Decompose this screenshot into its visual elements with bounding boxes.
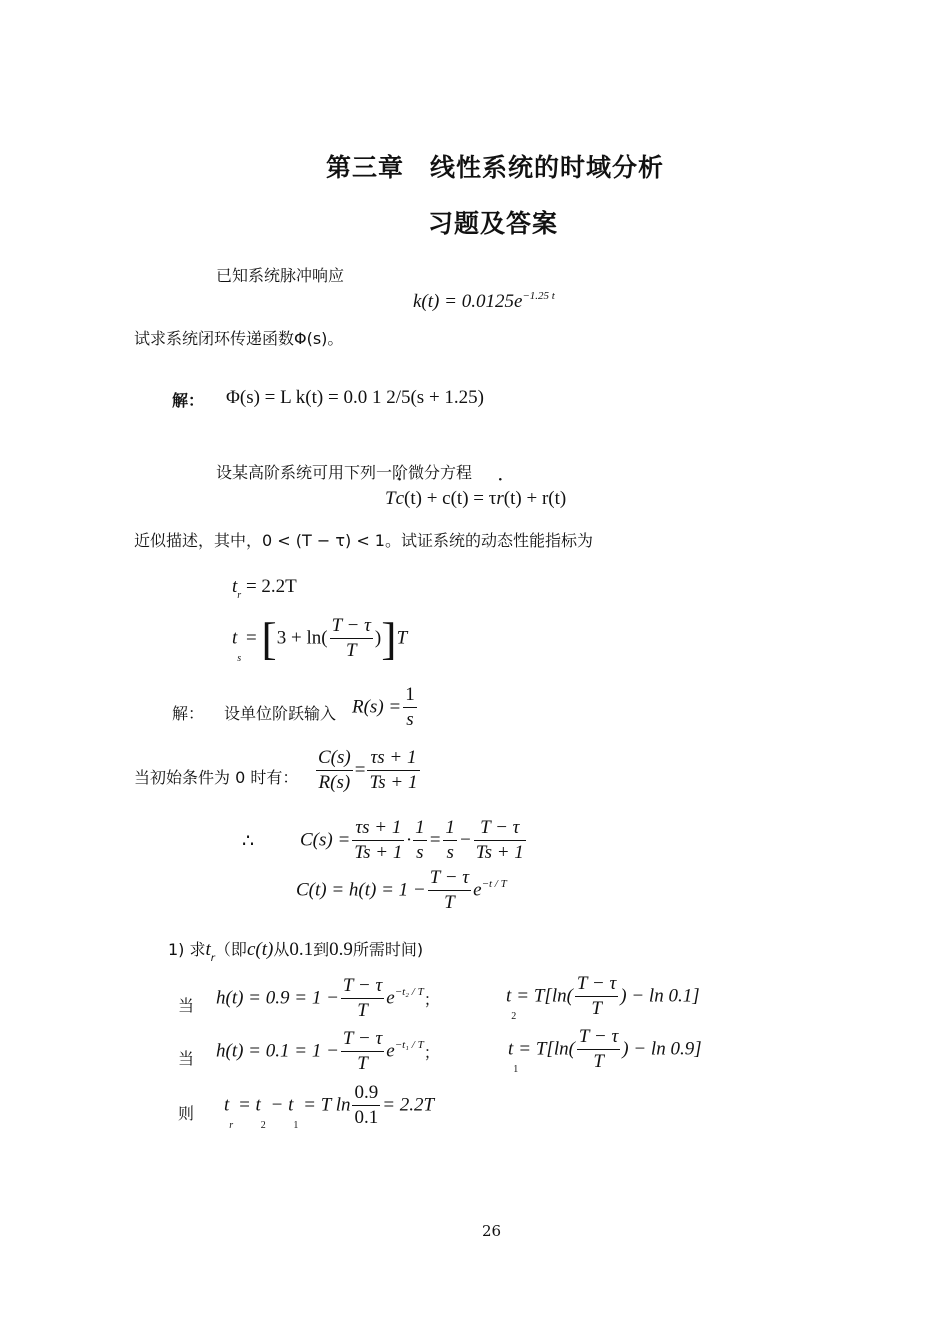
cs-eq: = (428, 829, 442, 851)
w1-e: e (386, 987, 395, 1009)
w2-rden: T (593, 1051, 604, 1072)
right-bracket: ] (381, 612, 397, 664)
problem2-intro: 设某高阶系统可用下列一阶微分方程 (216, 463, 473, 482)
tf-equals: = (354, 759, 366, 781)
problem2-eq-cdot: • c (396, 488, 404, 509)
w2-frac (341, 1027, 384, 1076)
problem2-eq-end: (t) + r(t) (503, 488, 567, 509)
ct-e: e (473, 879, 482, 901)
solution2-text: 设单位阶跃输入 (224, 704, 337, 723)
cs-frac1 (352, 816, 404, 865)
when1-label: 当 (178, 996, 195, 1015)
step1-r: r (210, 953, 215, 964)
w1-rfrac (575, 972, 618, 1021)
tf-frac-left (316, 746, 353, 795)
then-den: 0.1 (354, 1107, 379, 1128)
problem2-eq-mid: (t) + c(t) = τ (404, 488, 497, 509)
ct-num: T − τ (428, 866, 471, 891)
cs-d4: Ts + 1 (475, 842, 524, 863)
chapter-subtitle: 习题及答案 (428, 209, 559, 238)
step1-to: 到 (313, 940, 330, 959)
cs-frac4 (474, 816, 526, 865)
step1-prefix: 1) 求 (168, 940, 206, 959)
step1-high: 0.9 (329, 939, 353, 960)
w2-rt: t (508, 1038, 514, 1060)
ct-exp: −t / T (481, 877, 507, 890)
step1-t: t (205, 939, 211, 960)
w1-exp: −t₂ / T (394, 985, 424, 998)
when1-equation (216, 974, 440, 1023)
tf-num-left: C(s) (316, 746, 353, 771)
w1-rsub: 2 (511, 1010, 517, 1022)
then-b: = t (237, 1094, 261, 1116)
problem1-equation-body: k(t) = 0.0125e (413, 291, 523, 312)
step1-paren: （即 (214, 940, 247, 959)
then-asub: r (229, 1119, 234, 1131)
cs-dot: · (406, 829, 412, 851)
step-input-num: 1 (403, 683, 417, 708)
settling-time-fraction (330, 614, 373, 663)
w1-rnum: T − τ (575, 972, 618, 997)
therefore-symbol: ∴ (242, 831, 255, 852)
when2-result (508, 1025, 702, 1075)
step1-ct: c(t) (246, 939, 274, 960)
step1-low: 0.1 (289, 939, 314, 960)
w1-eq: h(t) = 0.9 = 1 − (216, 987, 339, 1009)
w1-r1: = T[ln( (516, 985, 573, 1007)
settling-time-close: ) (374, 627, 382, 649)
settling-time-den: T (345, 640, 357, 661)
rise-time-sub: r (237, 590, 242, 601)
step-input (352, 683, 419, 732)
problem2-description: 近似描述，其中，0 < (T − τ) < 1。试证系统的动态性能指标为 (134, 531, 593, 550)
w1-den: T (357, 1000, 368, 1021)
cs-n4: T − τ (474, 816, 526, 841)
cs-n2: 1 (413, 816, 427, 841)
rise-time-result (224, 1081, 434, 1131)
w1-semi: ； (423, 990, 440, 1009)
transfer-function (314, 746, 422, 795)
problem1-equation (413, 290, 555, 313)
tf-den-left: R(s) (318, 772, 351, 793)
then-bsub: 2 (260, 1119, 266, 1131)
then-e: = 2.2T (382, 1094, 435, 1116)
problem1-solution-label: 解： (172, 391, 205, 410)
ct-lhs: C(t) = h(t) = 1 − (296, 879, 426, 901)
settling-time-eq: = (245, 627, 257, 649)
initial-condition-text: 当初始条件为 0 时有： (134, 768, 299, 787)
then-csub: 1 (293, 1119, 299, 1131)
then-num: 0.9 (352, 1081, 380, 1106)
tf-den-right: Ts + 1 (369, 772, 418, 793)
then-label: 则 (178, 1104, 195, 1123)
then-a: t (224, 1094, 230, 1116)
rise-time-t: t (232, 576, 238, 597)
chapter-title: 第三章 线性系统的时域分析 (326, 153, 665, 182)
cs-n1: τs + 1 (352, 816, 404, 841)
w2-r2: ) − ln 0.9] (622, 1038, 702, 1060)
problem1-solution: Φ(s) = L k(t) = 0.0 1 2/5(s + 1.25) (226, 387, 484, 408)
output-laplace (300, 816, 528, 865)
w1-rden: T (591, 998, 602, 1019)
then-d: = T ln (303, 1094, 351, 1116)
when2-equation (216, 1027, 440, 1076)
w1-r2: ) − ln 0.1] (620, 985, 700, 1007)
rise-time-rhs: = 2.2T (245, 576, 297, 597)
step-input-fraction (403, 683, 417, 732)
settling-time-t: t (232, 627, 238, 649)
problem2-equation (385, 488, 566, 510)
w2-rfrac (577, 1025, 620, 1074)
then-c: − t (270, 1094, 294, 1116)
cs-frac3 (443, 816, 457, 865)
w1-frac (341, 974, 384, 1023)
solution2-label: 解： (172, 704, 205, 723)
cs-lhs: C(s) = (300, 829, 351, 851)
cs-n3: 1 (443, 816, 457, 841)
left-bracket: [ (261, 612, 277, 664)
tf-num-right: τs + 1 (367, 746, 419, 771)
cs-d2: s (416, 842, 424, 863)
w2-r1: = T[ln( (518, 1038, 575, 1060)
ct-den: T (444, 892, 455, 913)
settling-time-sub: s (237, 652, 242, 664)
cs-frac2 (413, 816, 427, 865)
w2-exp: −t₁ / T (394, 1038, 424, 1051)
w2-eq: h(t) = 0.1 = 1 − (216, 1040, 339, 1062)
w2-semi: ； (423, 1043, 440, 1062)
cs-d1: Ts + 1 (354, 842, 403, 863)
when1-result (506, 972, 700, 1022)
settling-time-num: T − τ (330, 614, 373, 639)
problem1-intro: 已知系统脉冲响应 (216, 266, 345, 285)
then-frac (352, 1081, 380, 1130)
step1-line (168, 937, 423, 964)
w2-rsub: 1 (513, 1063, 519, 1075)
step1-from: 从 (273, 940, 290, 959)
when2-label: 当 (178, 1049, 195, 1068)
w2-num: T − τ (341, 1027, 384, 1052)
problem2-eq-T: T (385, 488, 396, 509)
step-input-den: s (406, 709, 414, 730)
settling-time-inner: 3 + ln( (276, 627, 328, 649)
w1-rt: t (506, 985, 512, 1007)
time-response (296, 866, 507, 915)
page-number: 26 (482, 1222, 502, 1240)
step1-suffix: 所需时间) (352, 940, 424, 959)
w2-e: e (386, 1040, 395, 1062)
w2-den: T (357, 1053, 368, 1074)
cs-minus: − (458, 829, 472, 851)
settling-time-formula (232, 614, 407, 664)
ct-frac (428, 866, 471, 915)
problem2-eq-rdot: • r (496, 488, 503, 509)
w2-rnum: T − τ (577, 1025, 620, 1050)
problem1-question: 试求系统闭环传递函数Φ(s)。 (134, 329, 344, 348)
rise-time-formula (232, 576, 297, 601)
settling-time-T: T (396, 627, 408, 649)
problem1-equation-exponent: −1.25 t (522, 290, 555, 302)
w1-num: T − τ (341, 974, 384, 999)
tf-frac-right (367, 746, 419, 795)
step-input-lhs: R(s) = (352, 696, 402, 718)
cs-d3: s (446, 842, 454, 863)
